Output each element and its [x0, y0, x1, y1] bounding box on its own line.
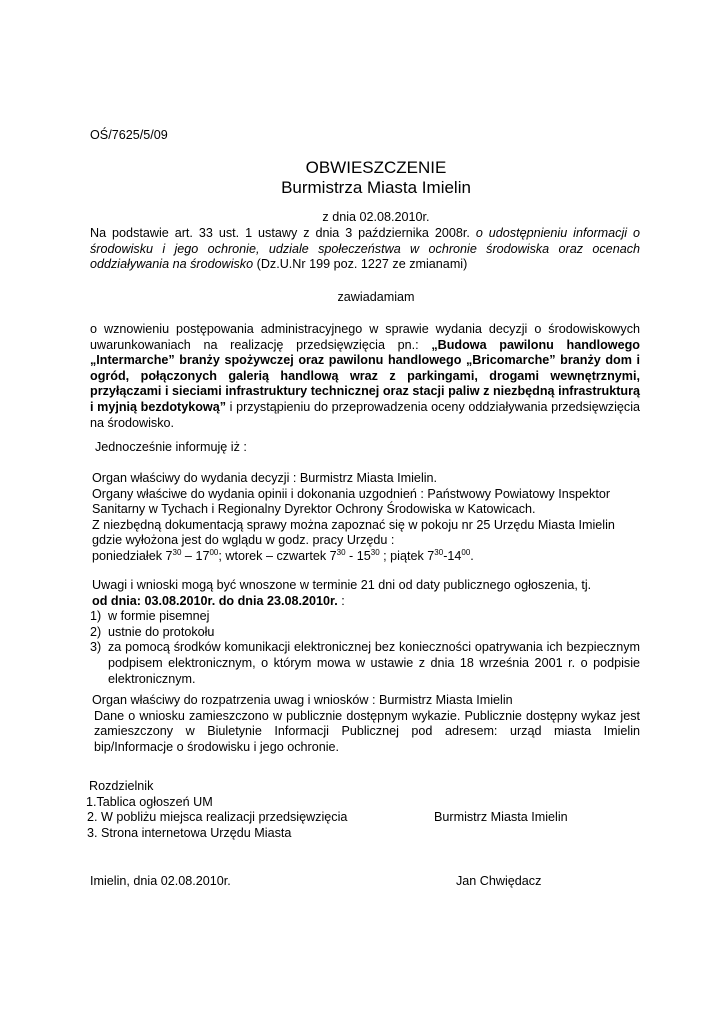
document-date: z dnia 02.08.2010r. [322, 210, 430, 224]
organs-line: Z niezbędną dokumentacją sprawy można zapoznać się w pokoju nr 25 Urzędu Miasta Imielin [92, 517, 615, 532]
remarks-ways-list [92, 609, 652, 687]
list-item [92, 640, 652, 687]
main-notice-tail: i przystąpieniu do przeprowadzenia oceny oddziaływania przedsięwzięcia na środowisko. [90, 399, 641, 430]
hours-monday: poniedziałek 7 [92, 548, 173, 563]
organs-section [92, 471, 652, 565]
list-item [92, 609, 652, 625]
list-item-number: 1) [90, 609, 102, 624]
hours-friday: ; piątek 7 [379, 548, 435, 563]
signatory-name: Jan Chwiędacz [456, 874, 542, 888]
list-item-text: w formie pisemnej [108, 609, 210, 624]
list-item-text: ustnie do protokołu [108, 624, 215, 639]
office-hours [92, 549, 652, 565]
review-paragraph: Dane o wniosku zamieszczono w publicznie dostępnym wykazie. Publicznie dostępny wykaz jest zamieszczony w Biuletynie Informacji Publicznej pod adresem: urząd miasta Imielin bip/Informacje o środowisku i jego ochronie. [94, 708, 640, 754]
organs-line: Organy właściwe do wydania opinii i dokonania uzgodnień : Państwowy Powiatowy Inspektor [92, 486, 611, 501]
list-item-number: 2) [90, 624, 102, 639]
document-title: OBWIESZCZENIE [305, 158, 447, 177]
hours-sup: 00 [209, 547, 219, 557]
hours-sup: 30 [370, 547, 380, 557]
distribution-title: Rozdzielnik [89, 779, 154, 793]
remarks-period-dates: od dnia: 03.08.2010r. do dnia 23.08.2010r. [92, 593, 338, 608]
review-section [92, 693, 640, 755]
organs-line: Sanitarny w Tychach i Regionalny Dyrektor Ochrony Środowiska w Katowicach. [92, 502, 536, 517]
reference-number: OŚ/7625/5/09 [90, 128, 168, 142]
hours-sup: 30 [172, 547, 182, 557]
project-name: „Budowa pawilonu handlowego „Intermarche” branży spożywczej oraz pawilonu handlowego „Bricomarche” branży dom i ogród, połączonych galerią handlową wraz z parkingami, drogami wewnętrznymi, przyłączami i sieciami infrastruktury technicznej oraz stacji paliw z niezbędną infrastrukturą i myjnią bezdotykową” [90, 337, 640, 414]
signatory-title: Burmistrz Miasta Imielin [434, 810, 568, 824]
remarks-period [92, 594, 652, 610]
hours-sup: 30 [336, 547, 346, 557]
hours-sup: 30 [434, 547, 444, 557]
legal-basis-paragraph [90, 226, 640, 273]
legal-basis-citation: (Dz.U.Nr 199 poz. 1227 ze zmianami) [253, 257, 468, 272]
main-notice-text: o wznowieniu postępowania administracyjnego w sprawie wydania decyzji o środowiskowych uwarunkowaniach na realizację przedsięwzięcia pn.: [90, 322, 640, 352]
hours-end: . [470, 548, 474, 563]
hours-dash: – 17 [181, 548, 210, 563]
hours-sup: 00 [461, 547, 471, 557]
remarks-period-tail: : [337, 593, 345, 608]
list-item [92, 625, 652, 641]
hours-dash: -14 [443, 548, 462, 563]
list-item: 1.Tablica ogłoszeń UM [86, 794, 213, 809]
review-organ: Organ właściwy do rozpatrzenia uwag i wniosków : Burmistrz Miasta Imielin [92, 693, 513, 707]
legal-basis-act-title: o udostępnieniu informacji o środowisku i jego ochronie, udziale społeczeństwa w ochronie środowiska oraz ocenach oddziaływania na środowisko [90, 226, 641, 272]
legal-basis-text: Na podstawie art. 33 ust. 1 ustawy z dnia 3 października 2008r. [90, 226, 476, 240]
hours-dash: - 15 [345, 548, 371, 563]
document-subtitle: Burmistrza Miasta Imielin [281, 178, 471, 197]
main-notice-paragraph [90, 322, 640, 431]
notice-word: zawiadamiam [337, 290, 415, 304]
place-and-date: Imielin, dnia 02.08.2010r. [90, 874, 231, 888]
list-item-number: 3) [90, 640, 102, 655]
list-item: 3. Strona internetowa Urzędu Miasta [87, 825, 292, 840]
list-item-text: za pomocą środków komunikacji elektronicznej bez konieczności opatrywania ich bezpiecznym podpisem elektronicznym, o którym mowa w ustawie z dnia 18 września 2001 r. o podpisie elektronicznym. [108, 640, 640, 686]
distribution-list [86, 779, 386, 841]
organs-line: gdzie wyłożona jest do wglądu w godz. pracy Urzędu : [92, 533, 395, 548]
remarks-intro: Uwagi i wnioski mogą być wnoszone w terminie 21 dni od daty publicznego ogłoszenia, tj. [92, 578, 592, 592]
list-item: 2. W pobliżu miejsca realizacji przedsięwzięcia [87, 810, 348, 825]
hours-tuesday: ; wtorek – czwartek 7 [218, 548, 337, 563]
organs-line: Organ właściwy do wydania decyzji : Burmistrz Miasta Imielin. [92, 471, 438, 485]
inform-line: Jednocześnie informuję iż : [95, 440, 247, 454]
remarks-section [92, 578, 652, 687]
